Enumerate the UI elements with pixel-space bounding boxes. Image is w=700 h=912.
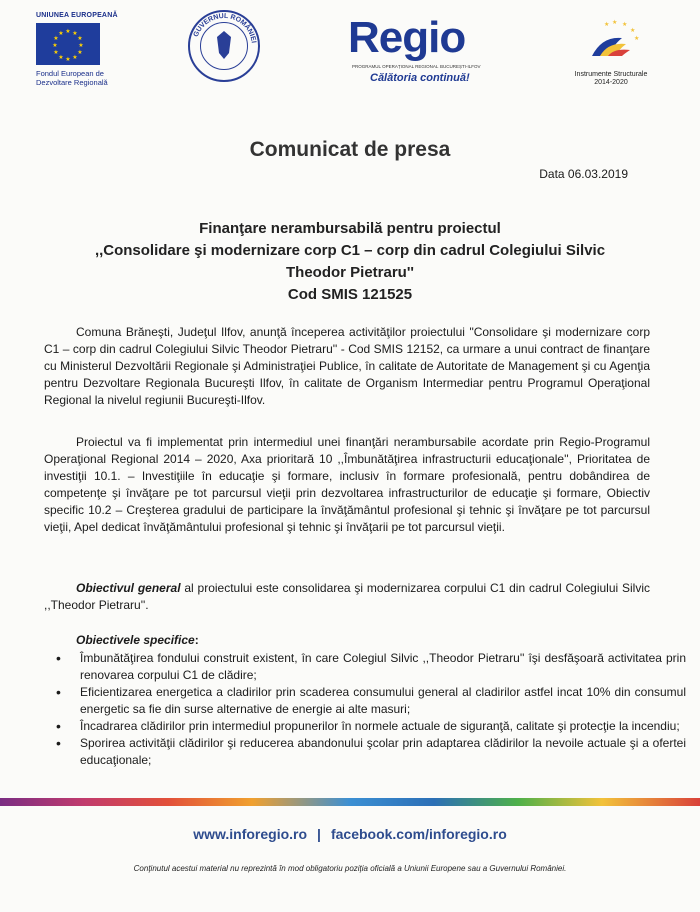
website-link[interactable]: www.inforegio.ro (193, 826, 308, 842)
svg-text:★: ★ (634, 36, 640, 42)
svg-text:★: ★ (58, 31, 64, 37)
heading-line: Finanţare nerambursabilă pentru proiectul (199, 220, 501, 237)
svg-text:★: ★ (72, 55, 78, 61)
footer-links (0, 826, 700, 842)
footer-separator: | (317, 826, 321, 842)
svg-text:★: ★ (604, 22, 610, 28)
list-item: • Eficientizarea energetica a cladirilor prin scaderea consumului general al cladirilor astfel incat 10% din consumul energetic sa fie din surse alternative de energie ai alte masuri; (80, 684, 686, 718)
svg-text:★: ★ (78, 43, 84, 49)
is-caption-line: 2014-2020 (594, 79, 628, 86)
list-item: • Încadrarea clădirilor prin intermediul propunerilor în normele actuale de siguranţă, calitate şi protecţie la incendiu; (80, 718, 686, 735)
gov-seal-text-ring (188, 10, 260, 82)
structural-instruments-logo (582, 16, 642, 64)
heading-line: Cod SMIS 121525 (287, 286, 413, 303)
svg-text:★: ★ (622, 22, 628, 28)
eu-flag-logo (36, 23, 100, 65)
general-objective-text: al proiectului este consolidarea şi modernizarea corpului C1 din cadrul Colegiului Silvic ,,Theodor Pietraru''. (44, 581, 650, 612)
structural-instruments-caption (566, 71, 656, 87)
specific-objectives-list (44, 650, 686, 769)
regio-logo-text: Regio (348, 13, 466, 62)
list-item: • Îmbunătăţirea fondului construit existent, în care Colegiul Silvic ,,Theodor Pietraru'' îşi desfăşoară activitatea prin renovarea corpului C1 de clădire; (80, 650, 686, 684)
paragraph-funding: Proiectul va fi implementat prin intermediul unei finanţări nerambursabile acordate prin Regio-Programul Operaţional Regional 2014 – 2020, Axa prioritară 10 ,,Îmbunătăţirea infrastructurii educaţionale'', Prioritatea de investiţii 10.1. – Investiţiile în educaţie şi formare, inclusiv în formare profesională, pentru dobândirea de competenţe şi învăţare pe tot parcursul vieţii prin dezvoltarea infrastructurilor de educaţie şi formare, Obiectiv specific 10.2 – Creşterea gradului de participare la învăţământul profesional şi tehnic şi învăţare pe tot parcursul vieţii, Apel dedicat învăţământului profesional şi tehnic şi învăţarii pe tot parcursul vieţii. (44, 435, 650, 534)
regio-subtitle-left: PROGRAMUL OPERAȚIONAL REGIONAL (352, 64, 439, 69)
regio-logo (348, 13, 466, 62)
svg-text:★: ★ (65, 57, 71, 63)
specific-objectives-heading: Obiectivele specifice: (76, 633, 199, 647)
svg-text:★: ★ (58, 55, 64, 61)
general-objective-label: Obiectivul general (76, 581, 181, 595)
svg-text:★: ★ (77, 36, 83, 42)
is-caption-line: Instrumente Structurale (574, 71, 648, 78)
svg-text:★: ★ (52, 43, 58, 49)
svg-text:★: ★ (53, 36, 59, 42)
regio-subtitle-right: BUCUREȘTI-ILFOV (440, 64, 481, 69)
svg-text:★: ★ (630, 28, 636, 34)
svg-text:GUVERNUL ROMÂNIEI (193, 13, 257, 44)
svg-text:★: ★ (72, 31, 78, 37)
eu-label: UNIUNEA EUROPEANĂ (36, 12, 118, 19)
heading-line: Theodor Pietraru'' (286, 264, 414, 281)
page-title: Comunicat de presa (249, 138, 451, 161)
decorative-color-stripe (0, 798, 700, 806)
paragraph-intro: Comuna Brăneşti, Judeţul Ilfov, anunţă începerea activităţilor proiectului "Consolidare şi modernizare corp C1 – corp din cadrul Colegiului Silvic Theodor Pietraru'' - Cod SMIS 12152, ca urmare a unui contract de finanţare cu Ministerul Dezvoltării Regionale şi Administraţiei Publice, în calitate de Autoritate de Management şi cu Agenţia pentru Dezvoltare Regionala Bucureşti Ilfov, în calitate de Organism Intermediar pentru Programul Operaţional Regional la nivelul regiunii Bucureşti-Ilfov. (44, 325, 650, 407)
specific-objectives-label: Obiectivele specifice (76, 633, 195, 647)
facebook-link[interactable]: facebook.com/inforegio.ro (330, 826, 507, 842)
heading-line: ,,Consolidare şi modernizare corp C1 – corp din cadrul Colegiului Silvic (94, 242, 606, 259)
document-date: Data 06.03.2019 (539, 167, 628, 181)
footer-disclaimer: Conţinutul acestui material nu reprezintă în mod obligatoriu poziţia oficială a Uniunii Europene sau a Guvernului României. (133, 864, 567, 873)
eu-caption-line: Fondul European de (36, 69, 104, 78)
svg-text:★: ★ (65, 29, 71, 35)
regio-slogan: Călătoria continuă! (370, 72, 470, 84)
general-objective (44, 580, 650, 614)
eu-caption (36, 69, 126, 87)
svg-text:★: ★ (53, 50, 59, 56)
eu-caption-line: Dezvoltare Regională (36, 78, 108, 87)
svg-text:★: ★ (77, 50, 83, 56)
svg-text:★: ★ (612, 20, 618, 26)
gov-seal-text: GUVERNUL ROMÂNIEI (192, 12, 257, 44)
list-item: • Sporirea activităţii clădirilor şi reducerea abandonului şcolar prin adaptarea clădirilor la nevoile actuale şi a ofertei educaţionale; (80, 735, 686, 769)
